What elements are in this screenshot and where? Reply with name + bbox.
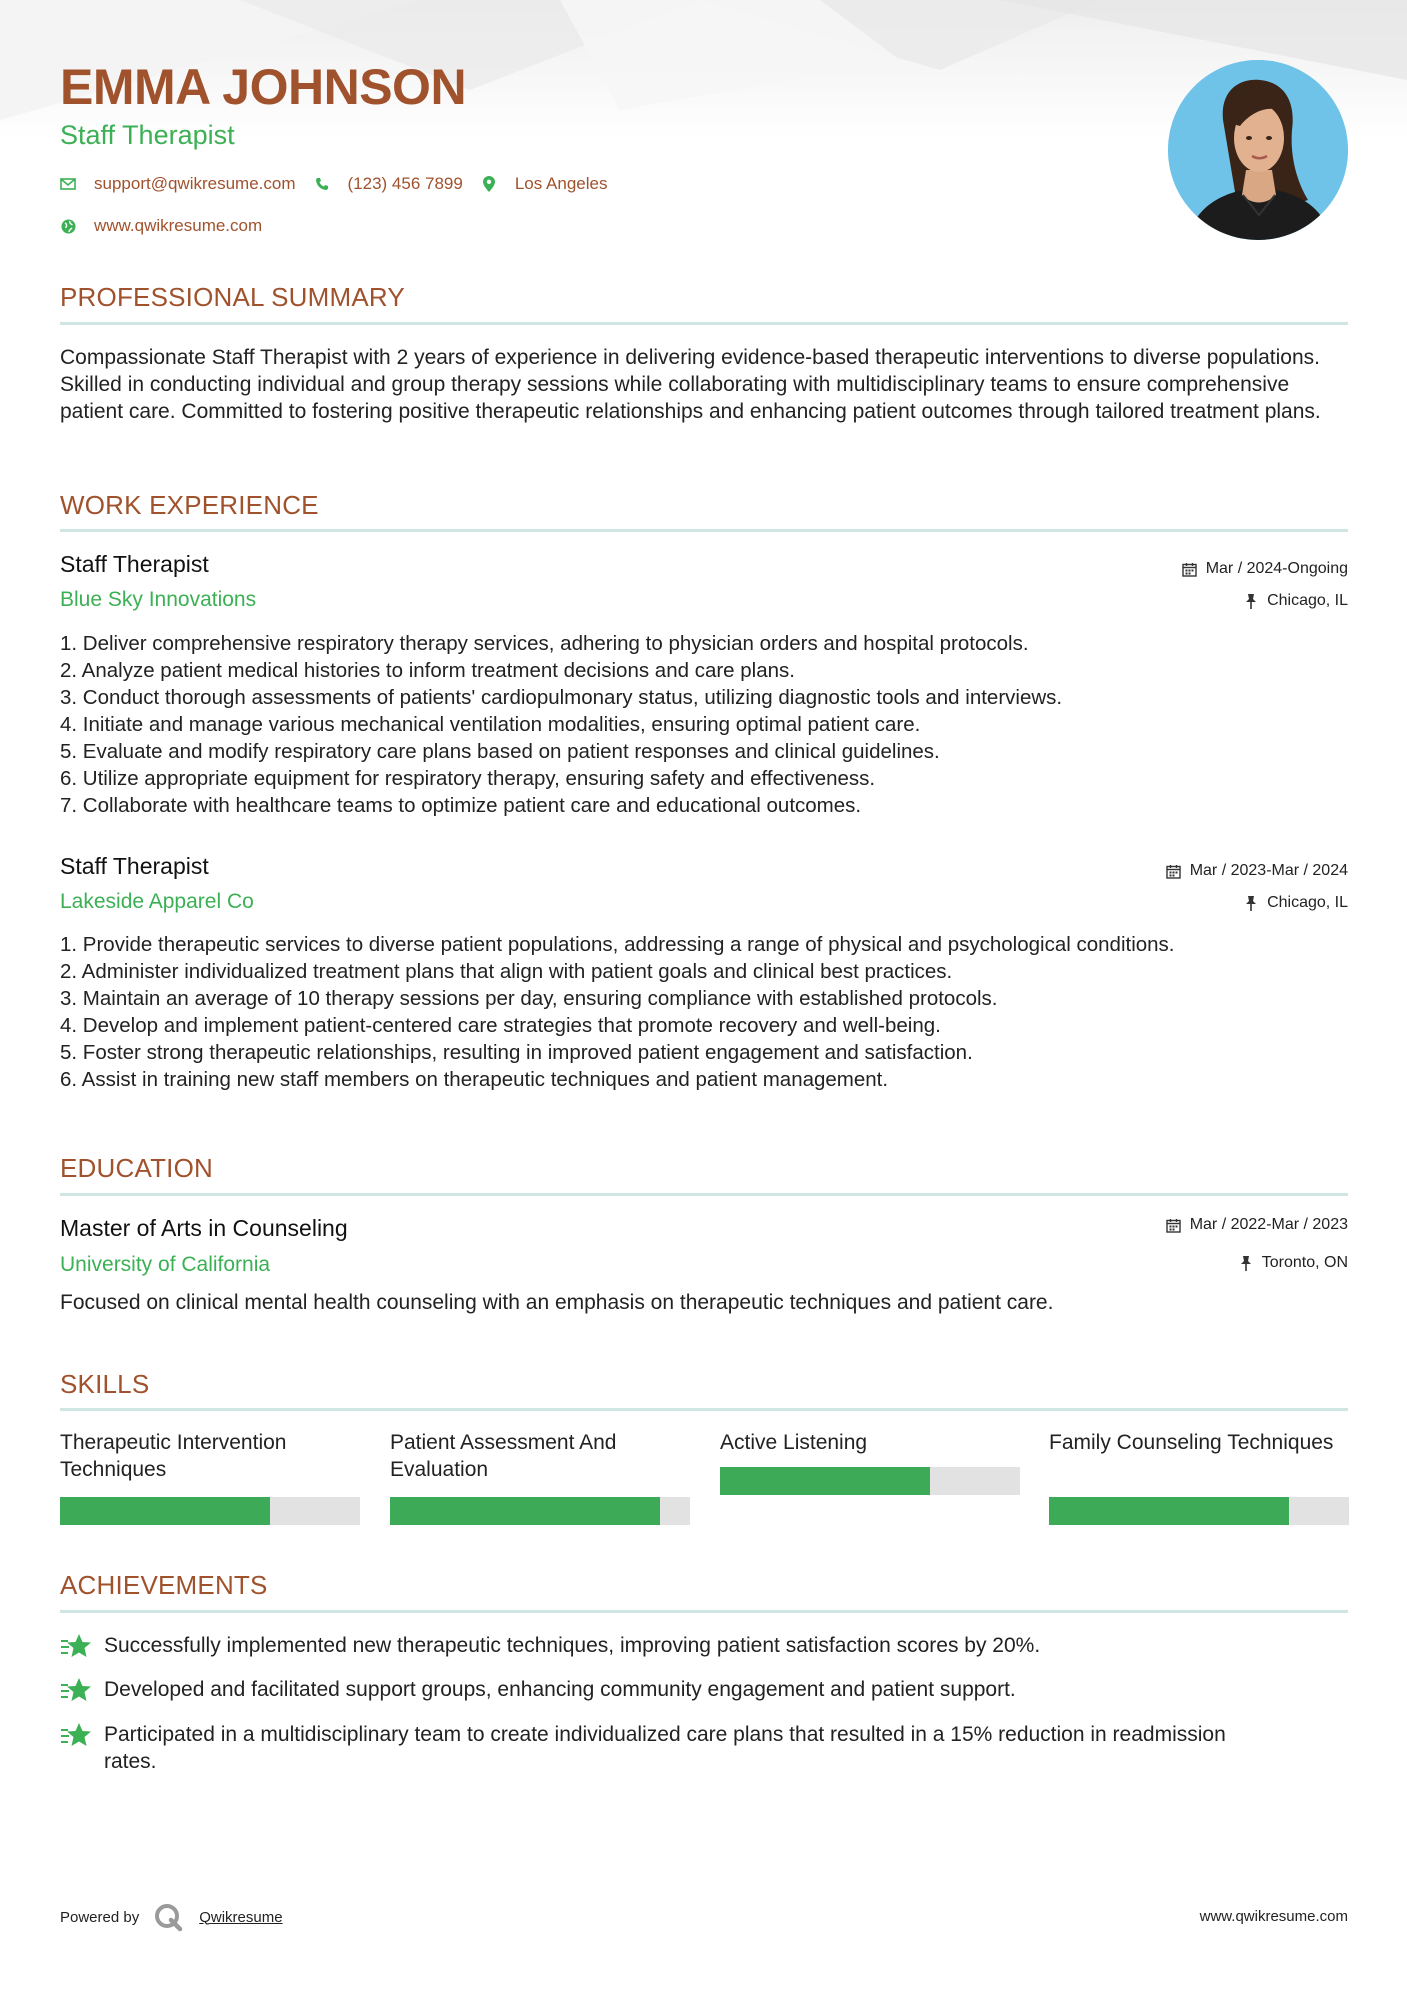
- skill-bar-fill: [390, 1497, 660, 1525]
- list-item: 4. Initiate and manage various mechanical ventilation modalities, ensuring optimal patient care.: [60, 713, 921, 736]
- skill-bar: [390, 1497, 690, 1525]
- education-location: [1238, 1254, 1348, 1272]
- map-pin-icon: [481, 176, 497, 192]
- pushpin-icon: [1243, 593, 1259, 609]
- star-icon: [60, 1632, 92, 1660]
- education-heading: EDUCATION: [60, 1153, 213, 1183]
- skill-bar-fill: [720, 1467, 930, 1495]
- qwikresume-link[interactable]: Qwikresume: [199, 1908, 283, 1926]
- footer-website-link[interactable]: www.qwikresume.com: [1199, 1908, 1348, 1925]
- list-item: 5. Foster strong therapeutic relationships, resulting in improved patient engagement and satisfaction.: [60, 1041, 973, 1064]
- job-responsibilities: [60, 630, 1348, 819]
- degree-title: Master of Arts in Counseling: [60, 1215, 348, 1241]
- school-name: University of California: [60, 1253, 271, 1276]
- globe-icon: [60, 218, 76, 234]
- list-item: 4. Develop and implement patient-centered care strategies that promote recovery and well-being.: [60, 1014, 941, 1037]
- skill-item: [720, 1429, 1020, 1456]
- job-location-text: Chicago, IL: [1267, 894, 1348, 911]
- job-dates: [1182, 560, 1348, 578]
- calendar-icon: [1166, 863, 1182, 879]
- experience-divider: [60, 529, 1348, 532]
- achievement-item: [60, 1632, 1348, 1660]
- website-link[interactable]: www.qwikresume.com: [94, 216, 263, 235]
- star-icon: [60, 1721, 92, 1749]
- skill-name: Active Listening: [720, 1431, 868, 1454]
- skill-name: Therapeutic Intervention Techniques: [60, 1431, 287, 1481]
- achievement-text: Participated in a multidisciplinary team to create individualized care plans that resulted in a 15% reduction in readmission rates.: [104, 1723, 1226, 1773]
- phone-number[interactable]: (123) 456 7899: [347, 174, 463, 193]
- experience-heading: WORK EXPERIENCE: [60, 490, 319, 520]
- skill-bar: [1049, 1497, 1349, 1525]
- calendar-icon: [1182, 561, 1198, 577]
- summary-heading: PROFESSIONAL SUMMARY: [60, 282, 405, 312]
- skill-bar-fill: [60, 1497, 270, 1525]
- skill-name: Patient Assessment And Evaluation: [390, 1431, 617, 1481]
- achievement-text: Successfully implemented new therapeutic techniques, improving patient satisfaction scores by 20%.: [104, 1634, 1041, 1657]
- list-item: 5. Evaluate and modify respiratory care plans based on patient responses and clinical guidelines.: [60, 740, 940, 763]
- phone-icon: [314, 176, 330, 192]
- achievements-divider: [60, 1610, 1348, 1613]
- star-icon: [60, 1676, 92, 1704]
- skill-bar-fill: [1049, 1497, 1289, 1525]
- list-item: 6. Assist in training new staff members on therapeutic techniques and patient management.: [60, 1068, 889, 1091]
- achievement-item: [60, 1676, 1348, 1704]
- job-company: Blue Sky Innovations: [60, 588, 257, 611]
- job-location: [1243, 592, 1348, 610]
- job-location: [1243, 894, 1348, 912]
- job-title: Staff Therapist: [60, 853, 209, 879]
- list-item: 6. Utilize appropriate equipment for respiratory therapy, ensuring safety and effectiveness.: [60, 767, 876, 790]
- summary-text: Compassionate Staff Therapist with 2 years of experience in delivering evidence-based therapeutic interventions to diverse populations. Skilled in conducting individual and group therapy sessions while collaborating with multidisciplinary teams to ensure comprehensive patient care. Committed to fostering positive therapeutic relationships and enhancing patient outcomes through tailored treatment plans.: [60, 346, 1321, 423]
- skill-name: Family Counseling Techniques: [1049, 1431, 1334, 1454]
- achievement-item: [60, 1721, 1260, 1775]
- calendar-icon: [1166, 1217, 1182, 1233]
- skill-item: [60, 1429, 360, 1483]
- list-item: 2. Administer individualized treatment plans that align with patient goals and clinical best practices.: [60, 960, 953, 983]
- list-item: 1. Provide therapeutic services to diverse patient populations, addressing a range of physical and psychological conditions.: [60, 933, 1175, 956]
- job-company: Lakeside Apparel Co: [60, 890, 254, 913]
- contact-row: [60, 174, 625, 194]
- footer-powered-by: [60, 1902, 283, 1932]
- qwikresume-logo-icon: [153, 1902, 183, 1932]
- education-dates-text: Mar / 2022-Mar / 2023: [1189, 1216, 1348, 1233]
- powered-by-label: Powered by: [60, 1908, 140, 1926]
- list-item: 2. Analyze patient medical histories to inform treatment decisions and care plans.: [60, 659, 795, 682]
- skill-item: [1049, 1429, 1349, 1456]
- pushpin-icon: [1238, 1255, 1254, 1271]
- website-row: [60, 216, 280, 236]
- job-dates-text: Mar / 2024-Ongoing: [1205, 560, 1348, 577]
- achievements-heading: ACHIEVEMENTS: [60, 1570, 268, 1600]
- location-text: Los Angeles: [514, 174, 608, 193]
- list-item: 3. Maintain an average of 10 therapy sessions per day, ensuring compliance with established protocols.: [60, 987, 998, 1010]
- job-dates: [1166, 862, 1348, 880]
- pushpin-icon: [1243, 895, 1259, 911]
- profile-photo: [1168, 60, 1348, 240]
- job-dates-text: Mar / 2023-Mar / 2024: [1189, 862, 1348, 879]
- job-location-text: Chicago, IL: [1267, 592, 1348, 609]
- candidate-name: EMMA JOHNSON: [60, 59, 467, 115]
- skills-divider: [60, 1408, 1348, 1411]
- education-dates: [1166, 1216, 1348, 1234]
- summary-divider: [60, 322, 1348, 325]
- education-divider: [60, 1193, 1348, 1196]
- achievement-text: Developed and facilitated support groups, enhancing community engagement and patient support.: [104, 1678, 1016, 1701]
- job-responsibilities: [60, 931, 1348, 1093]
- skill-item: [390, 1429, 690, 1483]
- education-description: Focused on clinical mental health counseling with an emphasis on therapeutic techniques and patient care.: [60, 1291, 1054, 1314]
- education-location-text: Toronto, ON: [1261, 1254, 1348, 1271]
- candidate-title: Staff Therapist: [60, 120, 235, 150]
- job-title: Staff Therapist: [60, 551, 209, 577]
- skill-bar: [60, 1497, 360, 1525]
- skill-bar: [720, 1467, 1020, 1495]
- email-link[interactable]: support@qwikresume.com: [94, 174, 296, 193]
- envelope-icon: [60, 176, 76, 192]
- list-item: 7. Collaborate with healthcare teams to optimize patient care and educational outcomes.: [60, 794, 862, 817]
- skills-heading: SKILLS: [60, 1369, 150, 1399]
- list-item: 3. Conduct thorough assessments of patients' cardiopulmonary status, utilizing diagnostic tools and interviews.: [60, 686, 1063, 709]
- list-item: 1. Deliver comprehensive respiratory therapy services, adhering to physician orders and hospital protocols.: [60, 632, 1029, 655]
